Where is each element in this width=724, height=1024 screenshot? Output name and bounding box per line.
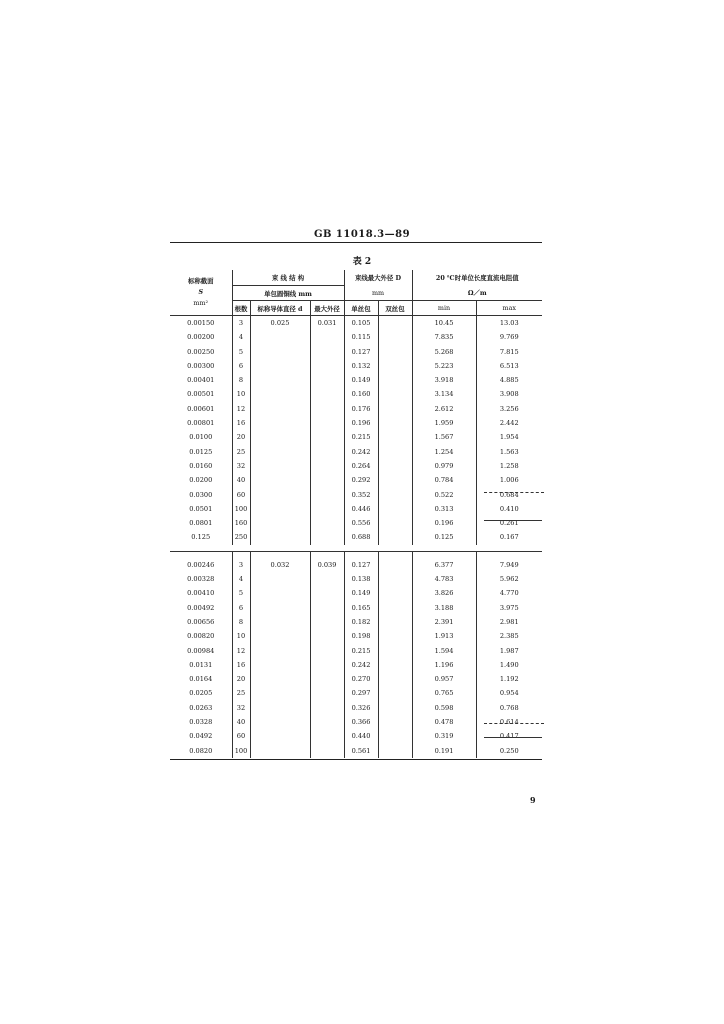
cell-area: 0.00656 [187,617,215,626]
cell-max-outer [310,430,344,444]
page-number: 9 [530,795,536,805]
table-row [170,488,542,502]
cell-nominal-dia [250,715,310,729]
cell-rmin: 0.765 [412,686,476,700]
cell-rmin: 0.784 [412,473,476,487]
cell-count: 40 [232,715,250,729]
cell-single: 0.440 [344,729,378,743]
cell-rmin: 6.377 [412,558,476,572]
cell-max-outer [310,729,344,743]
cell-rmax: 2.442 [476,416,542,430]
cell-nominal-dia [250,416,310,430]
table-row [170,572,542,586]
cell-nominal-dia [250,686,310,700]
cell-rmin: 0.191 [412,744,476,758]
cell-rmax: 4.770 [476,586,542,600]
cell-count: 4 [232,330,250,344]
table-row [170,672,542,686]
table-row [170,558,542,572]
cell-count: 60 [232,729,250,743]
table-row [170,701,542,715]
cell-max-outer [310,416,344,430]
cell-single: 0.688 [344,530,378,544]
cell-count: 16 [232,416,250,430]
cell-rmin: 5.223 [412,359,476,373]
cell-nominal-dia [250,644,310,658]
header-area [170,270,232,316]
cell-nominal-dia [250,586,310,600]
cell-double [378,744,412,758]
cell-area: 0.0100 [189,433,213,442]
cell-nominal-dia [250,701,310,715]
cell-rmin: 0.196 [412,516,476,530]
group-separator [170,545,542,558]
cell-double [378,586,412,600]
cell-single: 0.149 [344,373,378,387]
cell-nominal-dia [250,658,310,672]
cell-double [378,672,412,686]
cell-nominal-dia [250,345,310,359]
header-resistance: 20 ℃时单位长度直流电阻值 [412,270,542,286]
table-row [170,516,542,530]
cell-max-outer [310,502,344,516]
cell-double [378,729,412,743]
cell-count: 40 [232,473,250,487]
cell-single: 0.297 [344,686,378,700]
table-row [170,586,542,600]
header-count: 根数 [232,301,250,316]
cell-single: 0.132 [344,359,378,373]
table-row [170,359,542,373]
cell-area: 0.0492 [189,732,213,741]
cell-area: 0.0205 [189,689,213,698]
header-area-line3: mm² [193,299,209,307]
cell-rmax: 0.417 [476,729,542,743]
cell-single: 0.138 [344,572,378,586]
cell-double [378,686,412,700]
cell-count: 20 [232,672,250,686]
cell-rmin: 1.594 [412,644,476,658]
cell-count: 32 [232,701,250,715]
dash-mark-1 [484,492,544,493]
cell-rmin: 2.391 [412,615,476,629]
cell-rmin: 0.957 [412,672,476,686]
cell-area: 0.0328 [189,718,213,727]
table-row [170,373,542,387]
cell-nominal-dia [250,530,310,544]
cell-rmax: 9.769 [476,330,542,344]
table-row [170,330,542,344]
table-row [170,615,542,629]
cell-double [378,558,412,572]
cell-single: 0.242 [344,445,378,459]
cell-area: 0.0160 [189,461,213,470]
cell-max-outer [310,701,344,715]
cell-max-outer [310,601,344,615]
cell-rmax: 0.684 [476,488,542,502]
cell-double [378,615,412,629]
cell-max-outer [310,473,344,487]
cell-rmax: 6.513 [476,359,542,373]
cell-max-outer [310,530,344,544]
cell-area: 0.0125 [189,447,213,456]
header-area-line1: 标称截面 [187,277,214,285]
cell-count: 25 [232,686,250,700]
cell-nominal-dia [250,387,310,401]
cell-nominal-dia [250,445,310,459]
header-min: min [412,301,476,316]
header-single: 单丝包 [344,301,378,316]
cell-rmin: 1.959 [412,416,476,430]
bottom-rule [170,759,542,760]
header-area-line2: S [198,288,204,296]
cell-max-outer [310,387,344,401]
table-row [170,445,542,459]
cell-single: 0.127 [344,345,378,359]
cell-rmax: 3.908 [476,387,542,401]
cell-rmin: 0.313 [412,502,476,516]
cell-double [378,330,412,344]
cell-single: 0.165 [344,601,378,615]
cell-area: 0.00601 [187,404,215,413]
cell-double [378,345,412,359]
cell-rmin: 1.913 [412,629,476,643]
cell-max-outer [310,572,344,586]
cell-count: 100 [232,502,250,516]
cell-rmin: 2.612 [412,402,476,416]
table-row [170,402,542,416]
cell-area: 0.00492 [187,603,215,612]
cell-area: 0.0820 [189,746,213,755]
cell-single: 0.270 [344,672,378,686]
cell-area: 0.00200 [187,333,215,342]
cell-rmax: 1.258 [476,459,542,473]
cell-nominal-dia [250,430,310,444]
header-structure-sub: 单包圆铜线 mm [232,286,344,301]
table-row [170,658,542,672]
cell-double [378,572,412,586]
cell-rmax: 2.385 [476,629,542,643]
cell-count: 100 [232,744,250,758]
table-caption: 表 2 [352,257,372,267]
cell-double [378,701,412,715]
cell-rmax: 13.03 [476,316,542,331]
cell-count: 5 [232,345,250,359]
cell-rmax: 0.954 [476,686,542,700]
cell-single: 0.196 [344,416,378,430]
cell-double [378,530,412,544]
cell-max-outer [310,488,344,502]
cell-nominal-dia [250,572,310,586]
cell-nominal-dia: 0.025 [250,316,310,331]
cell-rmax: 0.768 [476,701,542,715]
cell-count: 10 [232,387,250,401]
cell-rmin: 0.125 [412,530,476,544]
cell-max-outer: 0.031 [310,316,344,331]
cell-count: 5 [232,586,250,600]
cell-area: 0.0164 [189,675,213,684]
cell-single: 0.149 [344,586,378,600]
cell-single: 0.352 [344,488,378,502]
cell-rmin: 3.826 [412,586,476,600]
table-group-2 [170,558,542,758]
table-row [170,430,542,444]
cell-count: 8 [232,373,250,387]
cell-nominal-dia [250,744,310,758]
cell-max-outer [310,715,344,729]
cell-rmin: 3.918 [412,373,476,387]
cell-area: 0.0263 [189,703,213,712]
cell-count: 12 [232,644,250,658]
cell-area: 0.00250 [187,347,215,356]
cell-double [378,516,412,530]
header-nominal-dia: 标称导体直径 d [250,301,310,316]
cell-rmax: 0.261 [476,516,542,530]
cell-area: 0.0801 [189,519,213,528]
table-row [170,316,542,331]
top-rule [170,242,542,243]
cell-rmax: 0.167 [476,530,542,544]
cell-single: 0.127 [344,558,378,572]
cell-double [378,316,412,331]
table-row [170,459,542,473]
cell-single: 0.160 [344,387,378,401]
cell-area: 0.00401 [187,376,215,385]
cell-double [378,416,412,430]
table-row [170,387,542,401]
cell-single: 0.264 [344,459,378,473]
cell-max-outer [310,644,344,658]
cell-count: 12 [232,402,250,416]
cell-double [378,402,412,416]
cell-count: 160 [232,516,250,530]
cell-count: 6 [232,359,250,373]
cell-rmin: 0.598 [412,701,476,715]
header-resistance-unit: Ω／m [412,286,542,301]
document-title: GB 11018.3—89 [313,229,411,240]
cell-nominal-dia [250,672,310,686]
cell-count: 32 [232,459,250,473]
cell-area: 0.00984 [187,646,215,655]
cell-rmin: 3.134 [412,387,476,401]
table-row [170,601,542,615]
cell-max-outer [310,615,344,629]
cell-max-outer [310,402,344,416]
cell-area: 0.00300 [187,361,215,370]
cell-single: 0.198 [344,629,378,643]
cell-rmax: 4.885 [476,373,542,387]
cell-rmax: 0.410 [476,502,542,516]
cell-single: 0.326 [344,701,378,715]
cell-max-outer [310,686,344,700]
cell-nominal-dia [250,629,310,643]
cell-count: 25 [232,445,250,459]
cell-double [378,359,412,373]
header-bundle-max: 束线最大外径 D [344,270,412,286]
cell-rmax: 1.490 [476,658,542,672]
header-double: 双丝包 [378,301,412,316]
table-row [170,502,542,516]
header-max: max [476,301,542,316]
cell-nominal-dia [250,488,310,502]
resistance-table [170,270,542,758]
cell-count: 250 [232,530,250,544]
cell-count: 3 [232,316,250,331]
cell-nominal-dia [250,601,310,615]
cell-nominal-dia [250,330,310,344]
cell-nominal-dia: 0.032 [250,558,310,572]
cell-max-outer [310,744,344,758]
cell-nominal-dia [250,359,310,373]
cell-single: 0.105 [344,316,378,331]
table-group-1 [170,316,542,545]
cell-double [378,459,412,473]
cell-max-outer [310,345,344,359]
cell-count: 60 [232,488,250,502]
cell-double [378,473,412,487]
solid-mark-2 [484,737,542,738]
cell-double [378,502,412,516]
cell-area: 0.0131 [189,660,213,669]
cell-rmax: 3.256 [476,402,542,416]
cell-rmin: 0.979 [412,459,476,473]
cell-double [378,601,412,615]
cell-double [378,445,412,459]
cell-count: 16 [232,658,250,672]
cell-rmin: 0.319 [412,729,476,743]
cell-rmin: 1.254 [412,445,476,459]
cell-single: 0.556 [344,516,378,530]
cell-max-outer [310,516,344,530]
cell-single: 0.215 [344,430,378,444]
table-row [170,530,542,544]
cell-single: 0.366 [344,715,378,729]
table-row [170,345,542,359]
cell-single: 0.242 [344,658,378,672]
cell-count: 10 [232,629,250,643]
cell-double [378,430,412,444]
cell-rmax: 5.962 [476,572,542,586]
table-row [170,416,542,430]
cell-nominal-dia [250,473,310,487]
table-row [170,473,542,487]
cell-count: 8 [232,615,250,629]
cell-area: 0.00328 [187,575,215,584]
cell-area: 0.00820 [187,632,215,641]
cell-rmin: 7.835 [412,330,476,344]
cell-rmin: 5.268 [412,345,476,359]
cell-double [378,658,412,672]
header-max-outer: 最大外径 [310,301,344,316]
cell-rmax: 0.250 [476,744,542,758]
cell-rmax: 1.192 [476,672,542,686]
cell-area: 0.00801 [187,419,215,428]
solid-mark-1 [484,520,542,521]
cell-double [378,644,412,658]
cell-nominal-dia [250,373,310,387]
cell-rmin: 1.567 [412,430,476,444]
cell-area: 0.125 [191,533,211,542]
cell-rmax: 1.563 [476,445,542,459]
cell-area: 0.0200 [189,476,213,485]
cell-max-outer [310,373,344,387]
cell-max-outer [310,359,344,373]
cell-rmax: 1.006 [476,473,542,487]
cell-rmin: 3.188 [412,601,476,615]
cell-single: 0.446 [344,502,378,516]
cell-nominal-dia [250,615,310,629]
cell-rmax: 1.987 [476,644,542,658]
header-structure: 束 线 结 构 [232,270,344,286]
cell-max-outer [310,586,344,600]
cell-count: 6 [232,601,250,615]
cell-count: 20 [232,430,250,444]
cell-rmin: 1.196 [412,658,476,672]
cell-area: 0.00150 [187,319,215,327]
cell-max-outer [310,672,344,686]
cell-count: 4 [232,572,250,586]
cell-rmin: 0.522 [412,488,476,502]
cell-nominal-dia [250,516,310,530]
cell-single: 0.215 [344,644,378,658]
cell-max-outer [310,330,344,344]
cell-max-outer [310,658,344,672]
cell-nominal-dia [250,729,310,743]
cell-max-outer [310,459,344,473]
cell-area: 0.00501 [187,390,215,399]
table-row [170,629,542,643]
cell-single: 0.292 [344,473,378,487]
cell-double [378,373,412,387]
cell-double [378,715,412,729]
dash-mark-2 [484,723,544,724]
cell-max-outer [310,445,344,459]
cell-max-outer [310,629,344,643]
cell-rmin: 4.783 [412,572,476,586]
cell-rmax: 0.614 [476,715,542,729]
header-bundle-unit: mm [344,286,412,301]
cell-rmin: 0.478 [412,715,476,729]
table-row [170,744,542,758]
cell-area: 0.00410 [187,589,215,598]
table-row [170,686,542,700]
cell-rmax: 7.949 [476,558,542,572]
cell-rmax: 2.981 [476,615,542,629]
cell-double [378,629,412,643]
cell-single: 0.176 [344,402,378,416]
cell-double [378,387,412,401]
cell-area: 0.00246 [187,560,215,569]
cell-nominal-dia [250,502,310,516]
cell-double [378,488,412,502]
cell-rmax: 7.815 [476,345,542,359]
cell-max-outer: 0.039 [310,558,344,572]
cell-nominal-dia [250,459,310,473]
cell-area: 0.0300 [189,490,213,499]
cell-single: 0.115 [344,330,378,344]
cell-count: 3 [232,558,250,572]
cell-rmax: 1.954 [476,430,542,444]
cell-single: 0.561 [344,744,378,758]
cell-rmax: 3.975 [476,601,542,615]
cell-single: 0.182 [344,615,378,629]
cell-rmin: 10.45 [412,316,476,331]
cell-nominal-dia [250,402,310,416]
table-row [170,644,542,658]
cell-area: 0.0501 [189,504,213,513]
